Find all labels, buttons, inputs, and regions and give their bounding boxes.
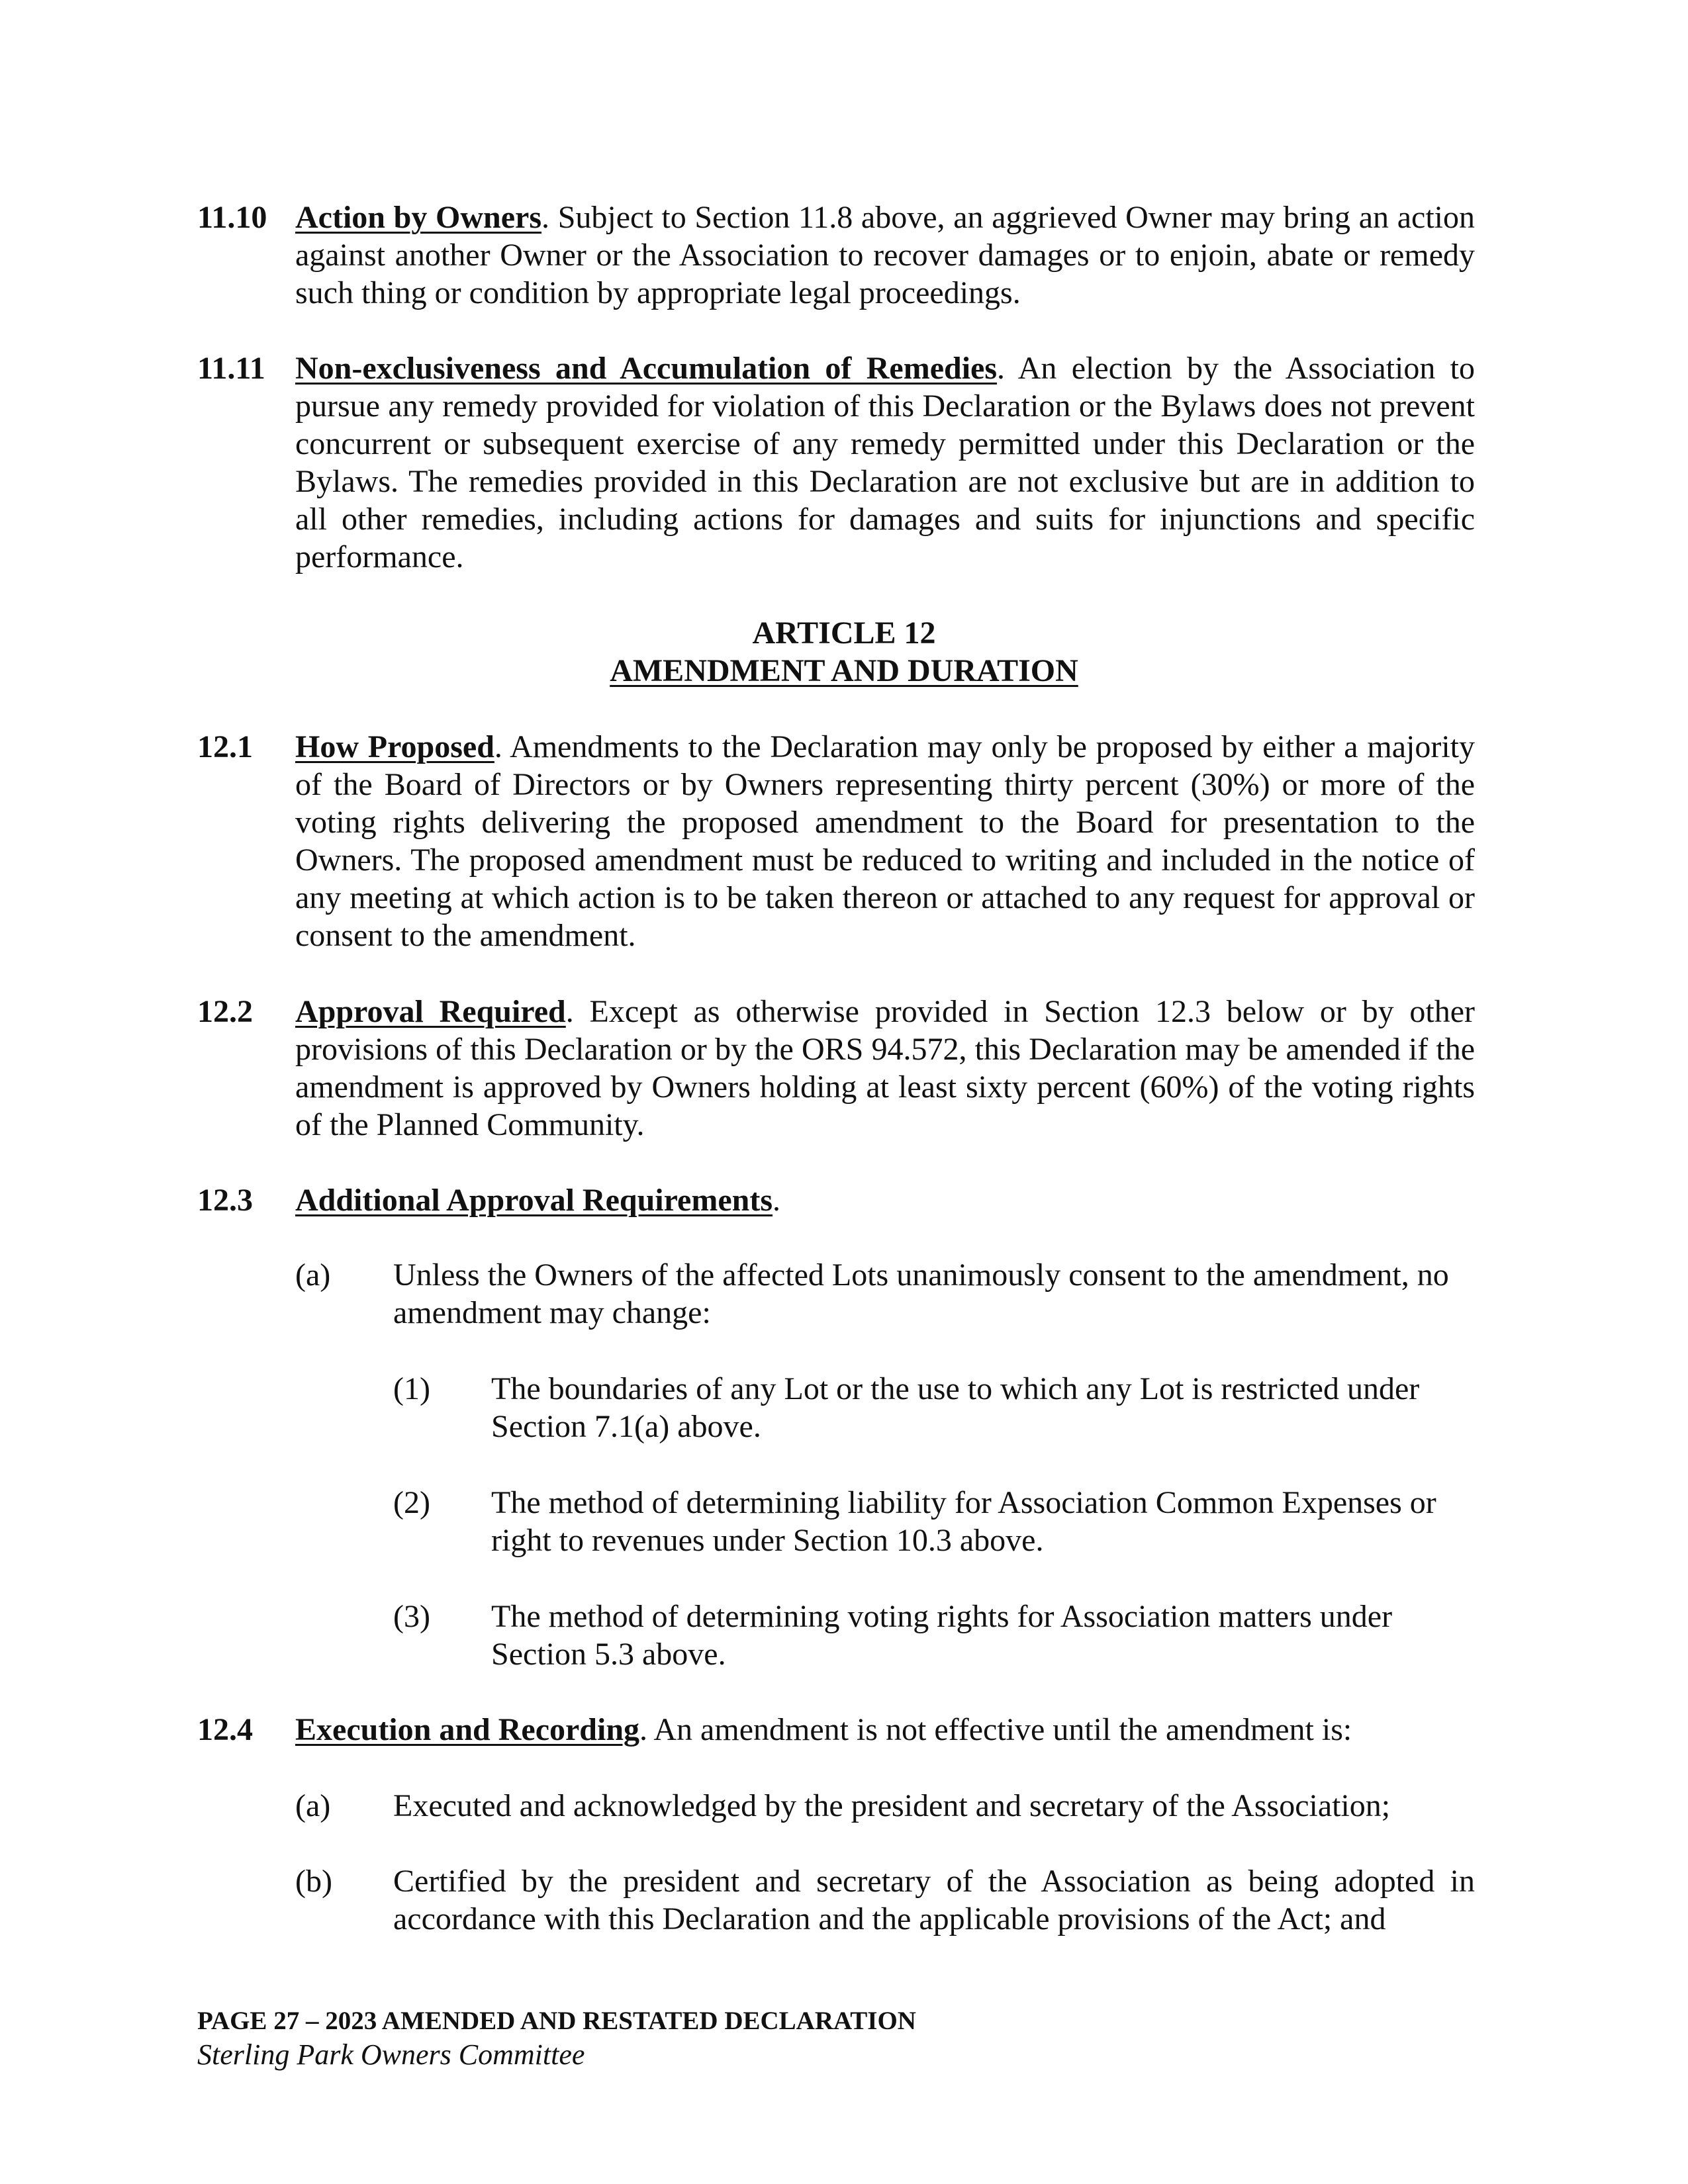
article-title: ARTICLE 12 [752,615,936,651]
section-11-10-paragraph [295,199,1475,312]
item-label: (a) [295,1788,331,1823]
section-heading: How Proposed [295,729,494,764]
item-text: The method of determining liability for Association Common Expenses or right to revenues under Section 10.3 above. [491,1485,1436,1558]
article-subtitle: AMENDMENT AND DURATION [610,653,1078,688]
item-label: (3) [393,1599,430,1634]
section-12-2-paragraph [295,993,1475,1144]
section-text: . Amendments to the Declaration may only be proposed by either a majority of the Board of Directors or by Owners representing thirty percent (30%) or more of the voting rights delivering the proposed amendment to the Board for presentation to the Owners. The proposed amendment must be reduced to writing and included in the notice of any meeting at which action is to be taken thereon or attached to any request for approval or consent to the amendment. [295,729,1475,953]
section-text: . [773,1183,781,1218]
section-text: . Except as otherwise provided in Section 12.3 below or by other provisions of this Declaration or by the ORS 94.572, this Declaration may be amended if the amendment is approved by Owners holding at least sixty percent (60%) of the voting rights of the Planned Community. [295,994,1475,1142]
section-12-3-paragraph [295,1181,1475,1219]
subsection-label: (a) [295,1257,331,1293]
footer-title: PAGE 27 – 2023 AMENDED AND RESTATED DECLARATION [197,2007,916,2035]
section-text: . An amendment is not effective until the amendment is: [639,1712,1352,1747]
article-subtitle-wrap [0,652,1688,690]
section-number: 11.10 [197,200,267,235]
section-11-11-paragraph [295,349,1475,576]
item-label: (b) [295,1864,332,1899]
item-text: Certified by the president and secretary of the Association as being adopted in accordance with this Declaration and the applicable provisions of the Act; and [393,1864,1475,1936]
item-label: (2) [393,1485,430,1520]
section-text: . An election by the Association to pursue any remedy provided for violation of this Declaration or the Bylaws does not prevent concurrent or subsequent exercise of any remedy permitted under this Declaration or the Bylaws. The remedies provided in this Declaration are not exclusive but are in addition to all other remedies, including actions for damages and suits for injunctions and specific performance. [295,351,1476,574]
section-number: 12.4 [197,1712,253,1747]
section-12-4-paragraph [295,1711,1475,1749]
section-heading: Action by Owners [295,200,542,235]
item-text: The boundaries of any Lot or the use to which any Lot is restricted under Section 7.1(a) above. [491,1371,1420,1444]
item-text: The method of determining voting rights for Association matters under Section 5.3 above. [491,1599,1393,1672]
section-number: 11.11 [197,351,265,386]
section-number: 12.2 [197,994,253,1029]
section-number: 12.1 [197,729,253,764]
section-heading: Approval Required [295,994,566,1029]
section-heading: Non-exclusiveness and Accumulation of Remedies [295,351,998,386]
section-12-1-paragraph [295,728,1475,954]
section-number: 12.3 [197,1183,253,1218]
item-text: Executed and acknowledged by the president and secretary of the Association; [393,1788,1391,1823]
section-heading: Execution and Recording [295,1712,640,1747]
section-text: . Subject to Section 11.8 above, an aggrieved Owner may bring an action against another Owner or the Association to recover damages or to enjoin, abate or remedy such thing or condition by appropriate legal proceedings. [295,200,1475,310]
footer-subtitle: Sterling Park Owners Committee [197,2038,585,2071]
item-label: (1) [393,1371,430,1406]
subsection-text: Unless the Owners of the affected Lots unanimously consent to the amendment, no amendment may change: [393,1257,1449,1330]
section-heading: Additional Approval Requirements [295,1183,773,1218]
